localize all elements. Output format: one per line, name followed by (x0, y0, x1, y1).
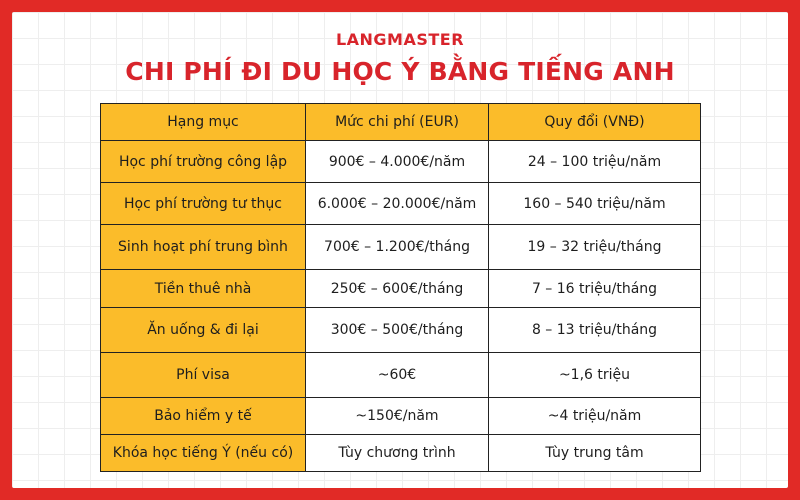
row-category: Tiền thuê nhà (101, 270, 306, 308)
row-vnd: 8 – 13 triệu/tháng (489, 308, 701, 353)
cost-table (100, 103, 701, 472)
row-category: Học phí trường công lập (101, 141, 306, 183)
table-row (101, 270, 701, 308)
table-row (101, 435, 701, 472)
table-row (101, 225, 701, 270)
langmaster-logo: LANGMASTER (335, 30, 465, 49)
header-category: Hạng mục (101, 104, 306, 141)
row-category: Ăn uống & đi lại (101, 308, 306, 353)
header-vnd: Quy đổi (VNĐ) (489, 104, 701, 141)
row-category: Bảo hiểm y tế (101, 398, 306, 435)
row-eur: 6.000€ – 20.000€/năm (306, 183, 489, 225)
row-eur: ~150€/năm (306, 398, 489, 435)
table-row (101, 141, 701, 183)
row-eur: ~60€ (306, 353, 489, 398)
header-eur: Mức chi phí (EUR) (306, 104, 489, 141)
row-eur: 300€ – 500€/tháng (306, 308, 489, 353)
row-vnd: Tùy trung tâm (489, 435, 701, 472)
row-vnd: 7 – 16 triệu/tháng (489, 270, 701, 308)
table-row (101, 308, 701, 353)
row-eur: 900€ – 4.000€/năm (306, 141, 489, 183)
table-row (101, 353, 701, 398)
row-category: Sinh hoạt phí trung bình (101, 225, 306, 270)
row-vnd: 24 – 100 triệu/năm (489, 141, 701, 183)
row-category: Học phí trường tư thục (101, 183, 306, 225)
page-frame (12, 12, 788, 488)
row-eur: 700€ – 1.200€/tháng (306, 225, 489, 270)
row-vnd: 19 – 32 triệu/tháng (489, 225, 701, 270)
row-category: Khóa học tiếng Ý (nếu có) (101, 435, 306, 472)
table-row (101, 183, 701, 225)
row-vnd: ~1,6 triệu (489, 353, 701, 398)
row-eur: 250€ – 600€/tháng (306, 270, 489, 308)
row-vnd: 160 – 540 triệu/năm (489, 183, 701, 225)
page-title: CHI PHÍ ĐI DU HỌC Ý BẰNG TIẾNG ANH (125, 57, 675, 86)
table-row (101, 398, 701, 435)
row-vnd: ~4 triệu/năm (489, 398, 701, 435)
row-category: Phí visa (101, 353, 306, 398)
row-eur: Tùy chương trình (306, 435, 489, 472)
table-header-row (101, 104, 701, 141)
